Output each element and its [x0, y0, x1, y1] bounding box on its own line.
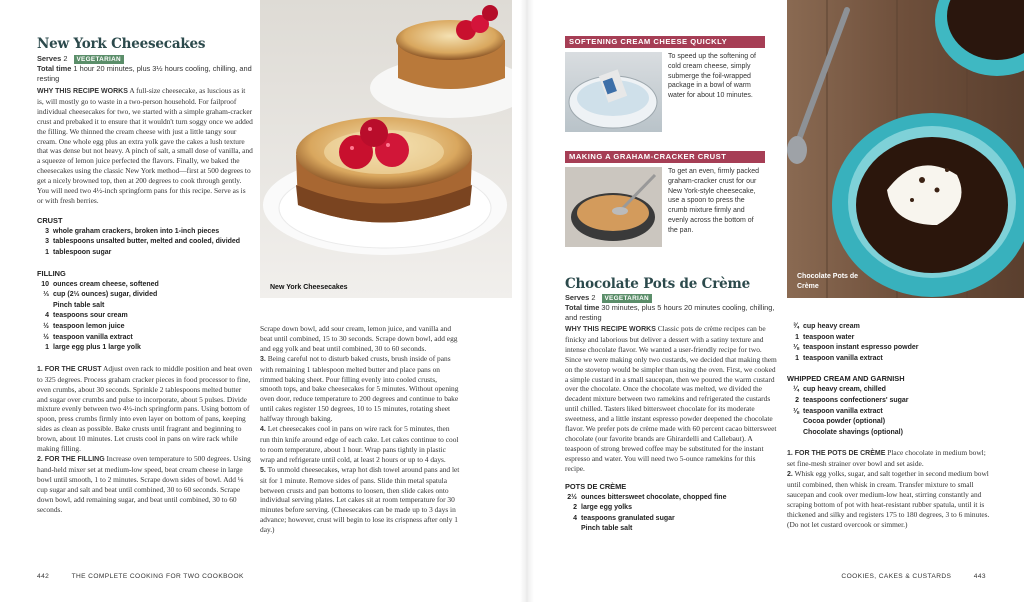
page-number-left: 442: [37, 573, 50, 580]
pots-step-2: 2. Whisk egg yolks, sugar, and salt together in second medium bowl until combined, then whisk in cream. Transfer mixture to small saucepan and cook over medium-low heat, stirring constantly and scraping bottom of pot with heat-resistant rubber spatula, until it is thickened and silky and registers 175 to 180 degrees, 3 to 6 minutes. (Do not let custard overcook or simmer.): [787, 469, 990, 529]
crust-pressing-photo: [565, 167, 662, 247]
cheesecake-photo: [260, 0, 512, 298]
ingredient-item: 1 teaspoon vanilla extract: [795, 354, 883, 362]
ingredient-item: Pinch table salt: [581, 525, 633, 533]
ingredient-item: 1 teaspoon water: [795, 333, 855, 341]
serves-line: Serves 2 VEGETARIAN: [565, 293, 777, 303]
ingredient-item: 3 tablespoons unsalted butter, melted and cooled, divided: [45, 238, 241, 246]
ingredient-item: ⅛ teaspoon vanilla extract: [793, 407, 883, 415]
ingredient-item: 1 large egg plus 1 large yolk: [45, 344, 141, 352]
total-time: Total time 1 hour 20 minutes, plus 3½ hours cooling, chilling, and resting: [37, 64, 252, 83]
crust-ingredients: CRUST 3 whole graham crackers, broken into 1-inch pieces 3 tablespoons unsalted butter, melted and cooled, divided 1 tablespoon sugar: [37, 216, 253, 259]
pots-ingredients: POTS DE CRÈME 2½ ounces bittersweet chocolate, chopped fine 2 large egg yolks 4 teaspoons granulated sugar Pinch table salt: [565, 482, 777, 535]
ingredient-item: ½ teaspoon lemon juice: [43, 323, 125, 331]
ingredient-item: ¼ cup heavy cream, chilled: [793, 386, 886, 394]
cream-cheese-photo: [565, 52, 662, 132]
pots-step-1: 1. FOR THE POTS DE CRÈME Place chocolate in medium bowl; set fine-mesh strainer over bowl and set aside.: [787, 448, 986, 469]
serves-line: Serves 2 VEGETARIAN: [37, 54, 253, 64]
photo-caption: New York Cheesecakes: [270, 284, 348, 291]
photo-caption-pots: Chocolate Pots de Crème: [797, 273, 859, 290]
ingredient-item: Cocoa powder (optional): [803, 418, 886, 426]
section-name: COOKIES, CAKES & CUSTARDS: [841, 573, 952, 580]
left-footer: [37, 573, 244, 580]
left-recipe-column: [37, 36, 253, 514]
ingredient-item: 10 ounces cream cheese, softened: [41, 280, 159, 288]
ingredient-item: ⅓ cup (2⅓ ounces) sugar, divided: [43, 291, 158, 299]
book-title: THE COMPLETE COOKING FOR TWO COOKBOOK: [71, 573, 244, 580]
ingredient-item: ⅛ teaspoon instant espresso powder: [793, 344, 919, 352]
filling-ingredients: FILLING 10 ounces cream cheese, softened ⅓ cup (2⅓ ounces) sugar, divided Pinch table salt 4 teaspoons sour cream ½ teaspoon lemon juice ½ teaspoon vanilla extract 1 large egg plus 1 large yolk: [37, 269, 253, 354]
cheesecake-illustration: [260, 0, 512, 298]
vegetarian-badge: VEGETARIAN: [602, 294, 652, 303]
ingredient-item: Chocolate shavings (optional): [803, 428, 903, 436]
pots-de-creme-photo: [787, 0, 1024, 298]
step-2: 2. FOR THE FILLING Increase oven temperature to 500 degrees. Using hand-held mixer set at medium-low speed, beat cream cheese in large bowl until smooth, 1 to 2 minutes. Scrape down sides of bowl. Add ⅛ cup sugar and salt and beat until combined, 30 to 60 seconds. Scrape down bowl, add remaining sugar, and beat until combined, 30 to 60 seconds.: [37, 453, 251, 514]
ingredient-item: ½ teaspoon vanilla extract: [43, 333, 133, 341]
ingredient-item: 4 teaspoons sour cream: [45, 312, 128, 320]
ingredient-item: 3 whole graham crackers, broken into 1-inch pieces: [45, 227, 220, 235]
ingredient-item: 2½ ounces bittersweet chocolate, chopped fine: [567, 493, 727, 501]
ingredient-item: 2 teaspoons confectioners' sugar: [795, 396, 909, 404]
step-4: 4. Let cheesecakes cool in pans on wire rack for 5 minutes, then run thin knife around edge of each cake. Let cakes continue to cool to room temperature, about 1 hour. Wrap pans tightly in plastic wrap and refrigerate until cold, at least 2 hours or up to 4 days.: [260, 424, 459, 464]
page-gutter: [520, 0, 534, 602]
vegetarian-badge: VEGETARIAN: [74, 55, 124, 64]
tip-softening-cream-cheese: SOFTENING CREAM CHEESE QUICKLY To speed up the softening of cold cream cheese, simply submerge the foil-wrapped package in a bowl of warm water for about 10 minutes.: [565, 36, 765, 132]
ingredient-item: Pinch table salt: [53, 301, 105, 309]
step-2-continued: Scrape down bowl, add sour cream, lemon juice, and vanilla and beat until combined, 15 to 30 seconds. Scrape down bowl, add egg and egg yolk and beat until combined, 30 to 60 seconds.: [260, 324, 458, 353]
right-second-column: [787, 322, 992, 530]
tip-graham-cracker-crust: MAKING A GRAHAM-CRACKER CRUST To get an even, firmly packed graham-cracker crust for our New York-style cheesecake, use a spoon to press the crumb mixture firmly and evenly across the bottom of the pan.: [565, 151, 765, 247]
total-time: Total time 30 minutes, plus 5 hours 20 minutes cooling, chilling, and resting: [565, 303, 775, 322]
page-number-right: 443: [973, 573, 986, 580]
step-1: 1. FOR THE CRUST Adjust oven rack to middle position and heat oven to 325 degrees. Process graham cracker pieces in food processor to fine, even crumbs, about 30 seconds. Sprinkle 2 tablespoons melted butter and sugar over crumbs and pulse to incorporate, about 5 pulses. Divide mixture evenly between two 4½-inch springform pans. Using bottom of spoon, press crumbs firmly into even layer on bottom of pans, keeping sides as clean as possible. Bake crusts until fragrant and beginning to brown, about 10 minutes. Let crusts cool in pans on wire rack while making filling.: [37, 363, 253, 454]
recipe-title-pots-de-creme: Chocolate Pots de Crème: [565, 276, 750, 292]
whipped-cream-ingredients: WHIPPED CREAM AND GARNISH ¼ cup heavy cream, chilled 2 teaspoons confectioners' sugar ⅛ teaspoon vanilla extract Cocoa powder (optional) Chocolate shavings (optional): [787, 374, 992, 438]
why-this-recipe-works: WHY THIS RECIPE WORKS A full-size cheesecake, as luscious as it is, will mostly go to waste in a two-person household. For failproof individual cheesecakes for two, we started with a simple graham-cracker crust and prebaked it to ensure that it wouldn't turn soggy once we added the filling. We thinned the cream cheese with just a little tangy sour cream. One whole egg plus an extra yolk gave the cakes a lush texture that was dense but not heavy. A pinch of salt, a small dose of vanilla, and a squeeze of lemon juice perfected the flavors. Finally, we baked the cheesecakes using the classic New York method—first at 500 degrees to get a nicely browned top, then at 200 degrees to cook through gently. You will need two 4½-inch springform pans for this recipe. Serve as is or with fresh berries.: [37, 86, 253, 205]
step-3: 3. Being careful not to disturb baked crusts, brush inside of pans with remaining 1 tablespoon melted butter and place pans on rimmed baking sheet. Pour filling evenly into cooled crusts, smooth tops, and bake cheesecakes for 5 minutes. Without opening oven door, reduce temperature to 200 degrees and continue to bake until cakes register 150 degrees, 10 to 15 minutes, rotating sheet halfway through baking.: [260, 353, 459, 424]
ingredient-item: 2 large egg yolks: [573, 504, 632, 512]
why-this-recipe-works: WHY THIS RECIPE WORKS Classic pots de crème recipes can be finicky and laborious but deliver a dessert with a satiny texture and intense chocolate flavor. We wanted a user-friendly recipe for two. Since we were making only two custards, we decided that making them on the stovetop would be simpler than using the oven. First, we cooked a simple custard in a small saucepan, then we poured the warm custard over the chocolate. Once the chocolate was melted, we divided the decadent mixture between two ramekins and refrigerated the custards until chilled. Tasters liked bittersweet chocolate for its moderate sweetness, and a little instant espresso powder deepened the chocolate flavor. We prefer pots de crème made with 60 percent cacao bittersweet chocolate (our favorite brands are Ghirardelli and Callebaut). A teaspoon of strong brewed coffee may be substituted for the instant espresso and water. You will need two 5-ounce ramekins for this recipe.: [565, 324, 777, 473]
right-footer: [841, 573, 986, 580]
middle-column: [260, 324, 460, 535]
ingredient-item: 4 teaspoons granulated sugar: [573, 514, 675, 522]
step-5: 5. To unmold cheesecakes, wrap hot dish towel around pans and let sit for 1 minute. Remove sides of pans. Slide thin metal spatula between crusts and pan bottoms to loosen, then slide cakes onto individual serving plates. Let cakes sit at room temperature for 30 minutes before serving. (Cheesecakes can be made up to 3 days in advance; however, crust will begin to lose its crispness after only 1 day.): [260, 464, 460, 535]
ingredient-item: ¾ cup heavy cream: [793, 323, 860, 330]
recipe-title-cheesecakes: New York Cheesecakes: [37, 36, 206, 52]
right-recipe-column: [565, 276, 777, 535]
ingredient-item: 1 tablespoon sugar: [45, 249, 112, 257]
